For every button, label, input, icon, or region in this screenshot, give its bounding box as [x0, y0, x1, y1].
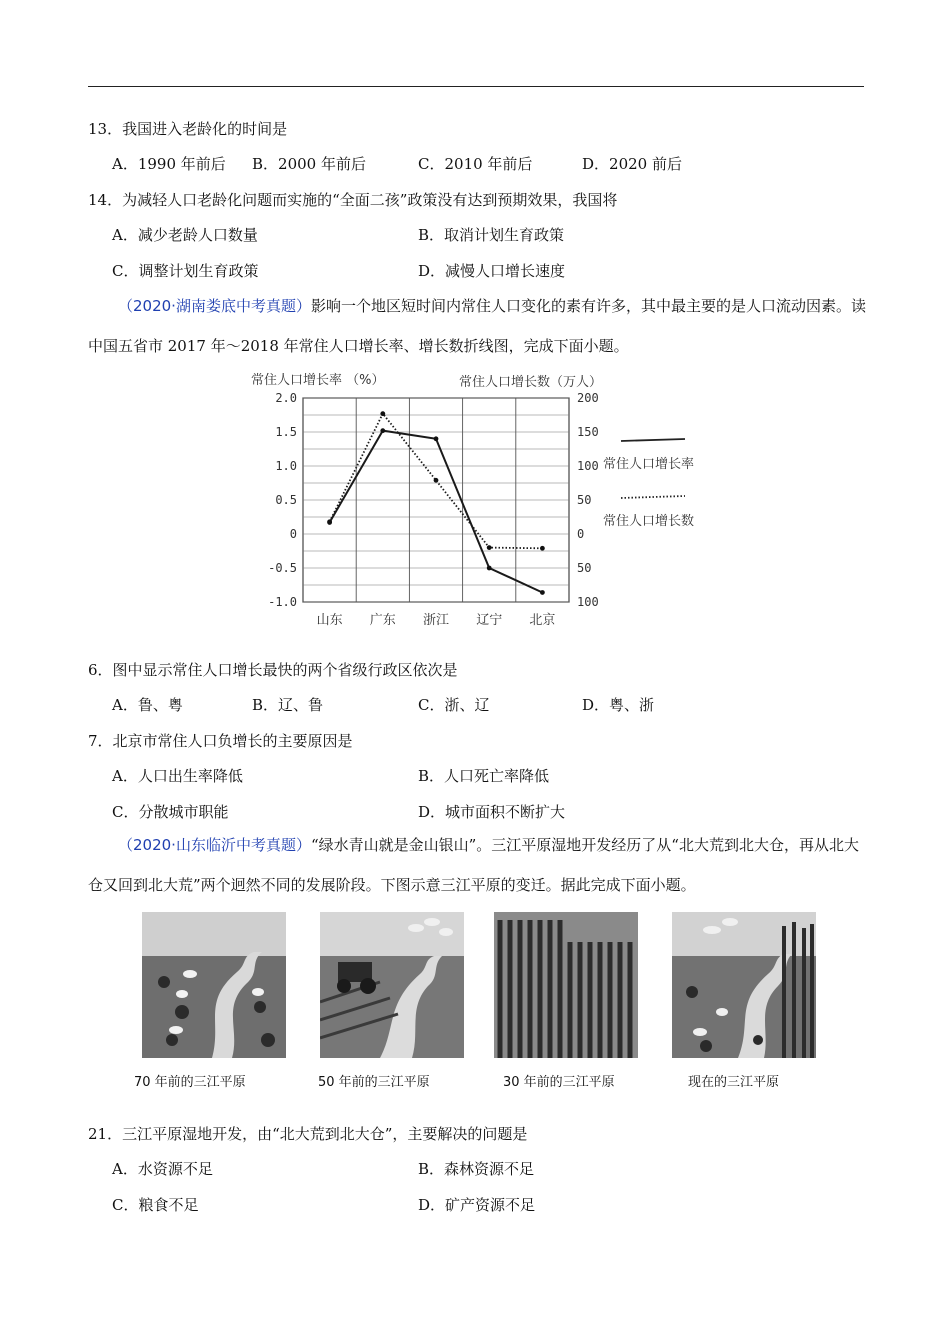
- q6-option-c[interactable]: C．浙、辽: [418, 696, 490, 714]
- q14-option-a[interactable]: A．减少老龄人口数量: [112, 226, 258, 244]
- legend-label-rate: 常住人口增长率: [603, 457, 695, 472]
- q21-option-c[interactable]: C．粮食不足: [112, 1196, 199, 1214]
- q14-option-c[interactable]: C．调整计划生育政策: [112, 262, 259, 280]
- q13-option-a[interactable]: A．1990 年前后: [112, 155, 226, 173]
- left-tick-label: 1.0: [275, 459, 297, 473]
- q7-option-c[interactable]: C．分散城市职能: [112, 803, 229, 821]
- category-label: 山东: [316, 613, 343, 628]
- passage-2: [88, 825, 868, 905]
- point-rate: [540, 590, 545, 595]
- legend-swatch-count: [621, 496, 685, 498]
- legend-swatch-rate: [621, 439, 685, 441]
- point-rate: [434, 436, 439, 441]
- q6-option-d[interactable]: D．粤、浙: [582, 696, 655, 714]
- q14-stem: 14．为减轻人口老龄化问题而实施的“全面二孩”政策没有达到预期效果，我国将: [88, 191, 618, 209]
- caption-30-years: 30 年前的三江平原: [503, 1075, 615, 1090]
- left-tick-label: 0: [289, 527, 297, 541]
- right-tick-label: 150: [577, 425, 599, 439]
- right-tick-label: 100: [577, 595, 599, 609]
- passage-1-text: 影响一个地区短时间内常住人口变化的素有许多，其中最主要的是人口流动因素。读中国五省市 2017 年～2018 年常住人口增长率、增长数折线图，完成下面小题。: [88, 297, 866, 355]
- category-label: 浙江: [422, 613, 450, 628]
- q14-option-d[interactable]: D．减慢人口增长速度: [418, 262, 566, 280]
- point-count: [380, 411, 385, 416]
- sanjiang-50-years-ago-image: [320, 912, 464, 1058]
- category-label: 北京: [529, 613, 556, 628]
- passage-2-source: （2020·山东临沂中考真题）: [118, 836, 311, 854]
- q21-stem: 21．三江平原湿地开发，由“北大荒到北大仓”，主要解决的问题是: [88, 1125, 528, 1143]
- caption-50-years: 50 年前的三江平原: [318, 1075, 430, 1090]
- q6-stem: 6．图中显示常住人口增长最快的两个省级行政区依次是: [88, 661, 458, 679]
- right-axis-label: 常住人口增长数（万人）: [459, 375, 603, 390]
- chart-legend: [603, 439, 694, 529]
- legend-label-count: 常住人口增长数: [603, 514, 695, 529]
- right-tick-label: 100: [577, 459, 599, 473]
- q7-option-a[interactable]: A．人口出生率降低: [112, 767, 243, 785]
- sanjiang-30-years-ago-image: [494, 912, 638, 1058]
- q21-option-b[interactable]: B．森林资源不足: [418, 1160, 535, 1178]
- q6-option-b[interactable]: B．辽、鲁: [252, 696, 324, 714]
- header-rule: [88, 86, 864, 87]
- right-tick-label: 0: [577, 527, 585, 541]
- q13-option-c[interactable]: C．2010 年前后: [418, 155, 533, 173]
- left-tick-label: -0.5: [268, 561, 297, 575]
- q13-option-d[interactable]: D．2020 前后: [582, 155, 682, 173]
- left-tick-label: 1.5: [275, 425, 297, 439]
- point-rate: [487, 566, 492, 571]
- passage-1-source: （2020·湖南娄底中考真题）: [118, 297, 311, 315]
- chart-series: [327, 411, 545, 595]
- category-label: 辽宁: [476, 613, 503, 628]
- q21-option-a[interactable]: A．水资源不足: [112, 1160, 213, 1178]
- passage-1: [88, 286, 868, 366]
- chart-axes: [268, 391, 599, 628]
- sanjiang-present-image: [672, 912, 816, 1058]
- point-count: [487, 545, 492, 550]
- q13-option-b[interactable]: B．2000 年前后: [252, 155, 366, 173]
- left-axis-label: 常住人口增长率 （%）: [251, 373, 385, 388]
- point-count: [434, 478, 439, 483]
- left-tick-label: -1.0: [268, 595, 297, 609]
- left-tick-label: 0.5: [275, 493, 297, 507]
- point-rate: [380, 428, 385, 433]
- q7-stem: 7．北京市常住人口负增长的主要原因是: [88, 732, 353, 750]
- point-count: [327, 519, 332, 524]
- q6-option-a[interactable]: A．鲁、粤: [112, 696, 183, 714]
- left-tick-label: 2.0: [275, 391, 297, 405]
- caption-present: 现在的三江平原: [688, 1075, 780, 1090]
- population-growth-chart: [245, 368, 725, 634]
- q7-option-d[interactable]: D．城市面积不断扩大: [418, 803, 566, 821]
- right-tick-label: 200: [577, 391, 599, 405]
- passage-2-text: “绿水青山就是金山银山”。三江平原湿地开发经历了从“北大荒到北大仓，再从北大仓又回到北大荒”两个迥然不同的发展阶段。下图示意三江平原的变迁。据此完成下面小题。: [88, 836, 859, 894]
- sanjiang-70-years-ago-image: [142, 912, 286, 1058]
- q13-stem: 13．我国进入老龄化的时间是: [88, 120, 288, 138]
- caption-70-years: 70 年前的三江平原: [134, 1075, 246, 1090]
- right-tick-label: 50: [577, 493, 592, 507]
- category-label: 广东: [369, 613, 396, 628]
- q7-option-b[interactable]: B．人口死亡率降低: [418, 767, 550, 785]
- q21-option-d[interactable]: D．矿产资源不足: [418, 1196, 536, 1214]
- right-tick-label: 50: [577, 561, 592, 575]
- q14-option-b[interactable]: B．取消计划生育政策: [418, 226, 565, 244]
- point-count: [540, 546, 545, 551]
